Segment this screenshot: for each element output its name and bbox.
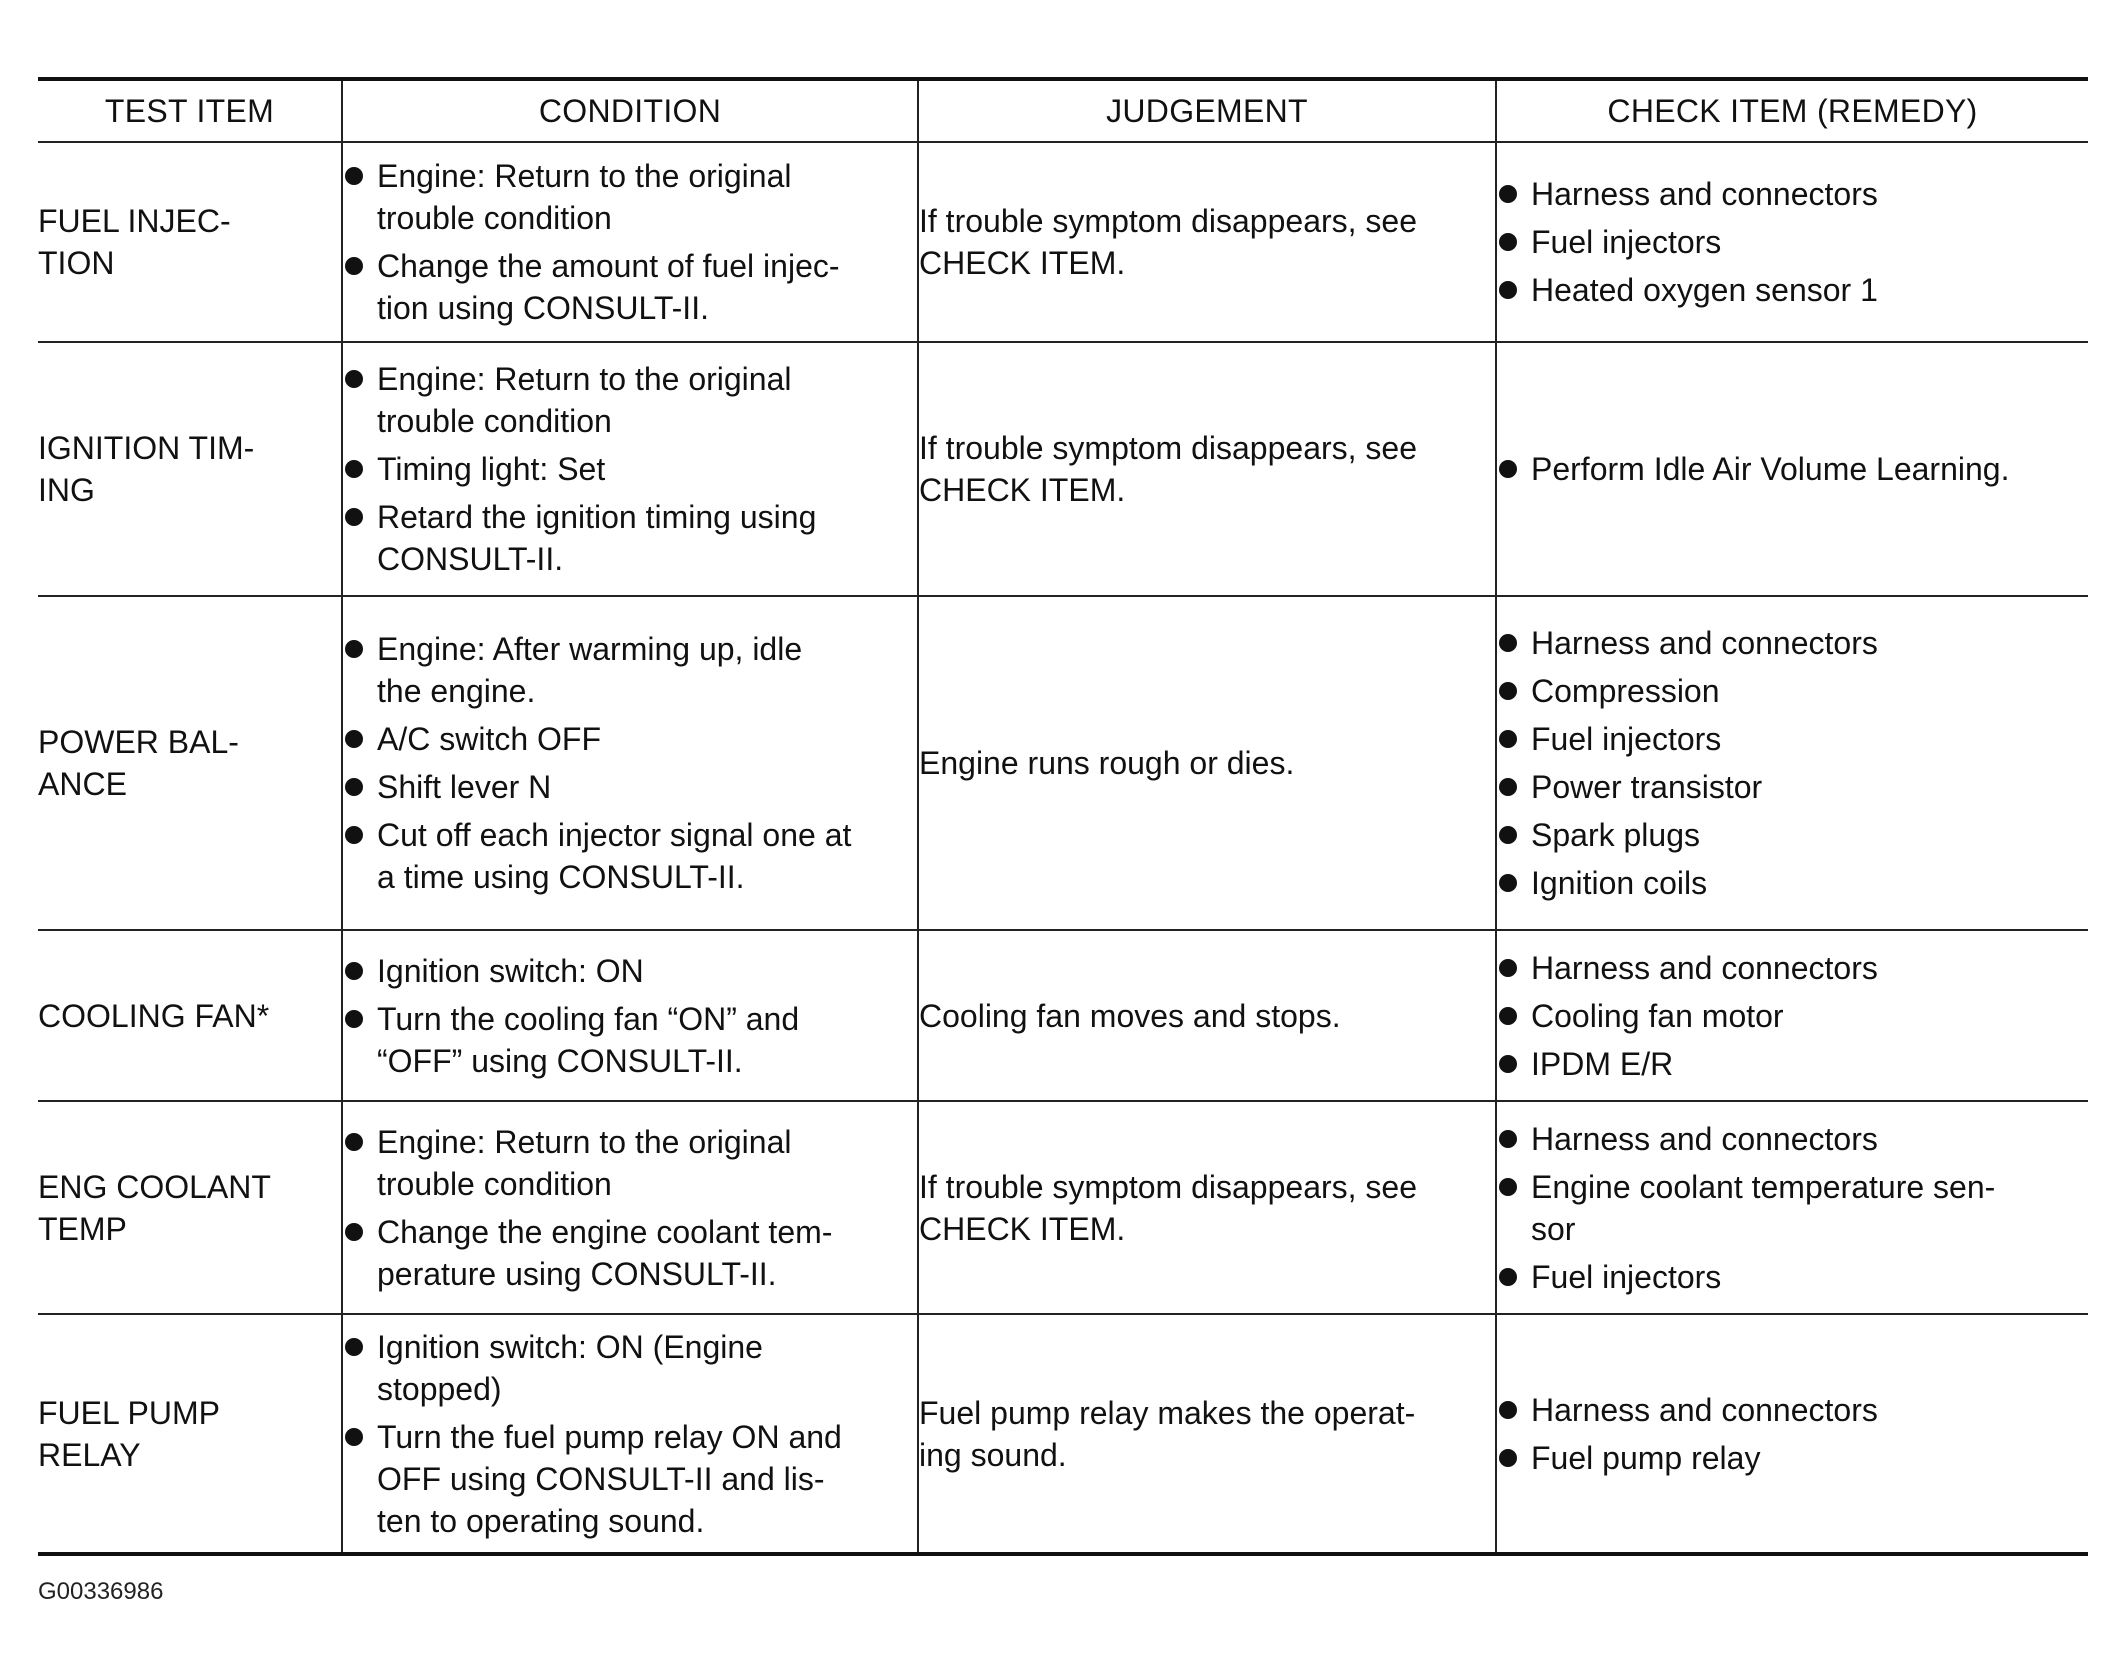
- check-item-list: [1497, 622, 2088, 904]
- judgement-line: Cooling fan moves and stops.: [919, 997, 1341, 1034]
- list-item: [343, 1326, 917, 1410]
- check-item-line: sor: [1531, 1210, 1576, 1247]
- figure-id: G00336986: [38, 1578, 164, 1605]
- table-row-fuel-pump-relay: [38, 1314, 2088, 1554]
- list-item: [343, 814, 917, 898]
- test-item-line: TION: [38, 245, 115, 281]
- condition-line: Engine: After warming up, idle: [377, 631, 803, 667]
- condition-line: a time using CONSULT-II.: [377, 859, 745, 895]
- bullet-icon: [1499, 1130, 1517, 1148]
- check-item-list: [1497, 1389, 2088, 1479]
- list-item: [343, 718, 917, 760]
- bullet-icon: [345, 460, 363, 478]
- check-item-list: [1497, 1118, 2088, 1298]
- check-item-list: [1497, 173, 2088, 311]
- judgement-cell: [918, 596, 1496, 930]
- test-item-cell: [38, 596, 342, 930]
- bullet-icon: [1499, 634, 1517, 652]
- condition-line: Ignition switch: ON: [377, 952, 644, 989]
- check-item-cell: [1496, 930, 2088, 1101]
- bullet-icon: [1499, 826, 1517, 844]
- list-item: [1497, 670, 2088, 712]
- check-item-line: Harness and connectors: [1531, 1391, 1878, 1428]
- condition-line: the engine.: [377, 673, 536, 709]
- judgement-cell: [918, 930, 1496, 1101]
- list-item: [343, 496, 917, 580]
- check-item-line: Fuel injectors: [1531, 224, 1722, 260]
- condition-line: trouble condition: [377, 1165, 612, 1202]
- condition-line: Turn the cooling fan “ON” and: [377, 1000, 800, 1037]
- bullet-icon: [1499, 778, 1517, 796]
- condition-list: [343, 358, 917, 580]
- bullet-icon: [345, 257, 363, 275]
- check-item-line: Fuel injectors: [1531, 721, 1722, 757]
- header-judgement: JUDGEMENT: [918, 79, 1496, 142]
- judgement-line: CHECK ITEM.: [919, 472, 1126, 508]
- check-item-cell: [1496, 142, 2088, 342]
- list-item: [343, 628, 917, 712]
- condition-line: Turn the fuel pump relay ON and: [377, 1418, 842, 1455]
- table-body: [38, 142, 2088, 1554]
- bullet-icon: [345, 962, 363, 980]
- test-item-cell: [38, 930, 342, 1101]
- list-item: [1497, 269, 2088, 311]
- bullet-icon: [1499, 1401, 1517, 1419]
- check-item-list: [1497, 947, 2088, 1085]
- bullet-icon: [1499, 233, 1517, 251]
- bullet-icon: [345, 1338, 363, 1356]
- table-header-row: [38, 79, 2088, 142]
- condition-line: A/C switch OFF: [377, 721, 602, 757]
- list-item: [1497, 862, 2088, 904]
- bullet-icon: [345, 1133, 363, 1151]
- list-item: [1497, 1118, 2088, 1160]
- condition-line: “OFF” using CONSULT-II.: [377, 1042, 743, 1079]
- bullet-icon: [1499, 1007, 1517, 1025]
- condition-line: perature using CONSULT-II.: [377, 1255, 777, 1292]
- judgement-cell: [918, 1101, 1496, 1314]
- condition-list: [343, 155, 917, 329]
- check-item-cell: [1496, 1101, 2088, 1314]
- test-item-line: ANCE: [38, 766, 127, 802]
- test-item-line: RELAY: [38, 1436, 141, 1473]
- table-row-fuel-injection: [38, 142, 2088, 342]
- judgement-line: If trouble symptom disappears, see: [919, 203, 1418, 239]
- check-item-line: IPDM E/R: [1531, 1045, 1674, 1082]
- condition-list: [343, 1121, 917, 1295]
- list-item: [1497, 1256, 2088, 1298]
- judgement-line: CHECK ITEM.: [919, 1210, 1126, 1247]
- bullet-icon: [1499, 1449, 1517, 1467]
- condition-list: [343, 950, 917, 1082]
- bullet-icon: [1499, 682, 1517, 700]
- condition-line: Shift lever N: [377, 769, 552, 805]
- condition-line: trouble condition: [377, 200, 612, 236]
- list-item: [343, 998, 917, 1082]
- condition-line: Cut off each injector signal one at: [377, 817, 852, 853]
- check-item-line: Cooling fan motor: [1531, 997, 1784, 1034]
- test-item-line: IGNITION TIM-: [38, 430, 255, 466]
- list-item: [1497, 221, 2088, 263]
- check-item-line: Compression: [1531, 673, 1720, 709]
- judgement-line: Fuel pump relay makes the operat-: [919, 1394, 1416, 1431]
- condition-line: tion using CONSULT-II.: [377, 290, 709, 326]
- check-item-line: Ignition coils: [1531, 865, 1708, 901]
- bullet-icon: [345, 1010, 363, 1028]
- check-item-cell: [1496, 342, 2088, 596]
- list-item: [1497, 1437, 2088, 1479]
- list-item: [1497, 995, 2088, 1037]
- list-item: [343, 155, 917, 239]
- test-item-line: FUEL INJEC-: [38, 203, 231, 239]
- check-item-line: Engine coolant temperature sen-: [1531, 1168, 1996, 1205]
- condition-cell: [342, 596, 918, 930]
- condition-line: OFF using CONSULT-II and lis-: [377, 1460, 825, 1497]
- test-item-line: COOLING FAN*: [38, 997, 270, 1034]
- check-item-line: Harness and connectors: [1531, 176, 1878, 212]
- bullet-icon: [1499, 1055, 1517, 1073]
- bullet-icon: [1499, 874, 1517, 892]
- bullet-icon: [345, 826, 363, 844]
- judgement-cell: [918, 142, 1496, 342]
- bullet-icon: [345, 1223, 363, 1241]
- list-item: [1497, 814, 2088, 856]
- bullet-icon: [345, 730, 363, 748]
- judgement-line: Engine runs rough or dies.: [919, 745, 1295, 781]
- bullet-icon: [345, 1428, 363, 1446]
- judgement-line: If trouble symptom disappears, see: [919, 1168, 1418, 1205]
- test-item-line: ENG COOLANT: [38, 1168, 271, 1205]
- list-item: [343, 1416, 917, 1542]
- condition-list: [343, 1326, 917, 1542]
- test-item-line: FUEL PUMP: [38, 1394, 220, 1431]
- bullet-icon: [1499, 1178, 1517, 1196]
- list-item: [343, 358, 917, 442]
- bullet-icon: [1499, 281, 1517, 299]
- check-item-line: Fuel pump relay: [1531, 1439, 1761, 1476]
- list-item: [343, 1121, 917, 1205]
- condition-cell: [342, 1101, 918, 1314]
- bullet-icon: [1499, 1268, 1517, 1286]
- table-row-eng-coolant-temp: [38, 1101, 2088, 1314]
- list-item: [1497, 1166, 2088, 1250]
- list-item: [1497, 766, 2088, 808]
- bullet-icon: [1499, 460, 1517, 478]
- judgement-cell: [918, 1314, 1496, 1554]
- list-item: [1497, 947, 2088, 989]
- active-test-table: [38, 77, 2088, 1556]
- bullet-icon: [345, 167, 363, 185]
- bullet-icon: [345, 508, 363, 526]
- bullet-icon: [345, 778, 363, 796]
- test-item-line: TEMP: [38, 1210, 127, 1247]
- active-test-document: [38, 77, 2088, 1556]
- condition-line: Change the engine coolant tem-: [377, 1213, 833, 1250]
- bullet-icon: [1499, 185, 1517, 203]
- judgement-cell: [918, 342, 1496, 596]
- test-item-line: ING: [38, 472, 95, 508]
- condition-cell: [342, 142, 918, 342]
- check-item-line: Harness and connectors: [1531, 949, 1878, 986]
- test-item-cell: [38, 1101, 342, 1314]
- header-test-item: TEST ITEM: [38, 79, 342, 142]
- list-item: [1497, 622, 2088, 664]
- list-item: [1497, 1043, 2088, 1085]
- list-item: [1497, 448, 2088, 490]
- check-item-list: [1497, 448, 2088, 490]
- table-row-power-balance: [38, 596, 2088, 930]
- condition-line: Ignition switch: ON (Engine: [377, 1328, 763, 1365]
- list-item: [1497, 173, 2088, 215]
- list-item: [343, 245, 917, 329]
- condition-line: trouble condition: [377, 403, 612, 439]
- bullet-icon: [1499, 959, 1517, 977]
- check-item-line: Heated oxygen sensor 1: [1531, 272, 1878, 308]
- judgement-line: CHECK ITEM.: [919, 245, 1126, 281]
- condition-line: Retard the ignition timing using: [377, 499, 817, 535]
- condition-cell: [342, 1314, 918, 1554]
- condition-cell: [342, 342, 918, 596]
- test-item-line: POWER BAL-: [38, 724, 239, 760]
- check-item-line: Power transistor: [1531, 769, 1763, 805]
- condition-list: [343, 628, 917, 898]
- condition-line: Engine: Return to the original: [377, 361, 792, 397]
- condition-line: CONSULT-II.: [377, 541, 564, 577]
- condition-line: Engine: Return to the original: [377, 158, 792, 194]
- test-item-cell: [38, 342, 342, 596]
- list-item: [343, 950, 917, 992]
- list-item: [343, 766, 917, 808]
- check-item-line: Harness and connectors: [1531, 625, 1878, 661]
- check-item-line: Fuel injectors: [1531, 1258, 1722, 1295]
- check-item-line: Perform Idle Air Volume Learning.: [1531, 451, 2010, 487]
- judgement-line: ing sound.: [919, 1436, 1067, 1473]
- condition-cell: [342, 930, 918, 1101]
- header-condition: CONDITION: [342, 79, 918, 142]
- bullet-icon: [345, 640, 363, 658]
- list-item: [1497, 1389, 2088, 1431]
- list-item: [343, 1211, 917, 1295]
- condition-line: ten to operating sound.: [377, 1502, 705, 1539]
- check-item-cell: [1496, 596, 2088, 930]
- check-item-line: Harness and connectors: [1531, 1120, 1878, 1157]
- check-item-line: Spark plugs: [1531, 817, 1700, 853]
- condition-line: stopped): [377, 1370, 502, 1407]
- table-row-ignition-timing: [38, 342, 2088, 596]
- header-check-item: CHECK ITEM (REMEDY): [1496, 79, 2088, 142]
- condition-line: Timing light: Set: [377, 451, 606, 487]
- bullet-icon: [1499, 730, 1517, 748]
- list-item: [343, 448, 917, 490]
- condition-line: Change the amount of fuel injec-: [377, 248, 840, 284]
- check-item-cell: [1496, 1314, 2088, 1554]
- bullet-icon: [345, 370, 363, 388]
- judgement-line: If trouble symptom disappears, see: [919, 430, 1418, 466]
- condition-line: Engine: Return to the original: [377, 1123, 792, 1160]
- table-row-cooling-fan: [38, 930, 2088, 1101]
- test-item-cell: [38, 1314, 342, 1554]
- list-item: [1497, 718, 2088, 760]
- test-item-cell: [38, 142, 342, 342]
